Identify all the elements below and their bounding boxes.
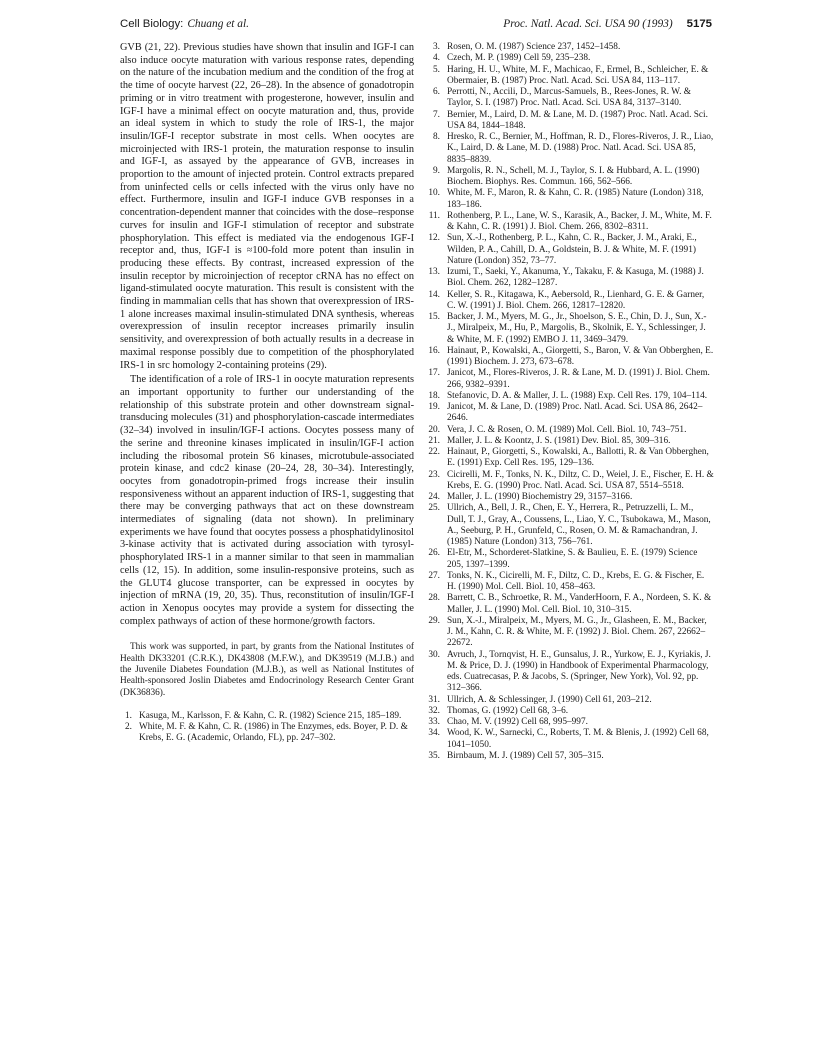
reference-text: Barrett, C. B., Schroetke, R. M., VanderHoorn, F. A., Nordeen, S. K. & Maller, J. L. (1990) Mol. Cell. Biol. 10, 310–315. <box>447 593 712 615</box>
reference-item <box>428 470 714 493</box>
reference-text: White, M. F. & Kahn, C. R. (1986) in The Enzymes, eds. Boyer, P. D. & Krebs, E. G. (Academic, Orlando, FL), pp. 247–302. <box>139 722 408 744</box>
reference-item <box>428 87 714 110</box>
reference-text: Hainaut, P., Kowalski, A., Giorgetti, S., Baron, V. & Van Obberghen, E. (1991) Biochem. J. 273, 673–678. <box>447 345 714 367</box>
reference-item <box>428 368 714 391</box>
reference-number: 13. <box>428 267 440 277</box>
reference-number: 30. <box>428 649 440 660</box>
reference-text: Hresko, R. C., Bernier, M., Hoffman, R. D., Flores-Riveros, J. R., Liao, K., Laird, D. & Lane, M. D. (1988) Proc. Natl. Acad. Sci. USA 85, 8835–8839. <box>447 132 714 165</box>
reference-item <box>428 695 714 706</box>
reference-text: Birnbaum, M. J. (1989) Cell 57, 305–315. <box>447 750 604 761</box>
reference-item <box>120 722 414 745</box>
reference-text: Perrotti, N., Accili, D., Marcus-Samuels, B., Rees-Jones, R. W. & Taylor, S. I. (1987) Proc. Natl. Acad. Sci. USA 84, 3137–3140. <box>447 87 692 109</box>
reference-text: Ullrich, A. & Schlessinger, J. (1990) Cell 61, 203–212. <box>447 694 652 705</box>
reference-item <box>428 211 714 234</box>
reference-item <box>428 312 714 346</box>
reference-text: Rothenberg, P. L., Lane, W. S., Karasik, A., Backer, J. M., White, M. F. & Kahn, C. R. (1991) J. Biol. Chem. 266, 8302–8311. <box>447 210 712 232</box>
reference-number: 26. <box>428 548 440 559</box>
left-column <box>120 42 414 745</box>
reference-text: Sun, X.-J., Rothenberg, P. L., Kahn, C. R., Backer, J. M., Araki, E., Wilden, P. A., Cahill, D. A., Goldstein, B. J. & White, M. F. (1991) Nature (London) 352, 73–77. <box>447 233 697 266</box>
reference-item <box>428 436 714 447</box>
header-authors: Chuang et al. <box>187 18 250 30</box>
reference-text: El-Etr, M., Schorderet-Slatkine, S. & Baulieu, E. E. (1979) Science 205, 1397–1399. <box>447 548 698 570</box>
reference-number: 14. <box>428 289 440 300</box>
reference-item <box>428 447 714 470</box>
reference-item <box>428 492 714 503</box>
reference-text: Hainaut, P., Giorgetti, S., Kowalski, A., Ballotti, R. & Van Obberghen, E. (1991) Exp. Cell Res. 195, 129–136. <box>447 447 709 469</box>
reference-item <box>428 571 714 594</box>
reference-item <box>428 593 714 616</box>
reference-item <box>428 548 714 571</box>
running-header <box>120 18 712 34</box>
reference-number: 31. <box>428 694 440 705</box>
reference-number: 33. <box>428 717 440 727</box>
reference-text: Cicirelli, M. F., Tonks, N. K., Diltz, C. D., Weiel, J. E., Fischer, E. H. & Krebs, E. G. (1990) Proc. Natl. Acad. Sci. USA 87, 5514–5518. <box>447 469 714 491</box>
reference-number: 27. <box>428 570 440 581</box>
reference-number: 10. <box>428 188 440 199</box>
reference-text: Ullrich, A., Bell, J. R., Chen, E. Y., Herrera, R., Petruzzelli, L. M., Dull, T. J., Gray, A., Coussens, L., Liao, Y. C., Tsubokawa, M., Mason, A., Seeburg, P. H., Grunfeld, C., Rosen, O. M. & Ramachandran, J. (1985) Nature (London) 313, 756–761. <box>447 503 711 547</box>
reference-item <box>120 711 414 722</box>
reference-number: 24. <box>428 492 440 502</box>
header-page-number: 5175 <box>686 18 712 30</box>
reference-text: Bernier, M., Laird, D. M. & Lane, M. D. (1987) Proc. Natl. Acad. Sci. USA 84, 1844–1848. <box>447 109 708 131</box>
header-journal: Proc. Natl. Acad. Sci. USA 90 (1993) <box>503 18 673 30</box>
reference-item <box>428 650 714 695</box>
reference-number: 35. <box>428 750 440 761</box>
reference-number: 5. <box>433 64 440 75</box>
reference-number: 29. <box>428 615 440 626</box>
body-paragraph: The identification of a role of IRS-1 in oocyte maturation represents an important opportunity to further our understanding of the relationship of this substrate protein and other downstream signal-transducing molecules (31) and phosphorylation-cascade intermediates (32–34) involved in insulin/IGF-I actions. Oocytes possess many of the serine and threonine kinases implicated in insulin/IGF-I action including the ribosomal protein S6 kinases, microtubule-associated protein kinase, and cdc2 kinase (20–24, 28, 30–34). Interestingly, oocytes from gonadotropin-primed frogs increase their insulin responsiveness without an apparent induction of IRS-1, suggesting that there may be converging pathways that act on these downstream intermediates of signaling (data not shown). In preliminary experiments we have found that oocytes possess a phosphatidylinositol 3-kinase activity that is activated during association with tyrosyl-phosphorylated IRS-1 in a manner similar to that seen in mammalian cells (12, 15). In addition, some insulin-responsive proteins, such as the GLUT4 glucose transporter, can be expressed in oocytes by injection of mRNA (19, 20, 35). Thus, reconstitution of insulin/IGF-I action in Xenopus oocytes may provide a system for dissecting the complex pathways of action of these hormone/growth factors. <box>120 374 414 627</box>
reference-text: Haring, H. U., White, M. F., Machicao, F., Ermel, B., Schleicher, E. & Obermaier, B. (1987) Proc. Natl. Acad. Sci. USA 84, 113–117. <box>447 64 709 86</box>
reference-number: 19. <box>428 402 440 412</box>
reference-text: Tonks, N. K., Cicirelli, M. F., Diltz, C. D., Krebs, E. G. & Fischer, E. H. (1990) Mol. Cell. Biol. 10, 458–463. <box>447 570 705 592</box>
reference-text: Vera, J. C. & Rosen, O. M. (1989) Mol. Cell. Biol. 10, 743–751. <box>447 424 687 435</box>
reference-number: 17. <box>428 368 440 379</box>
body-paragraph: GVB (21, 22). Previous studies have shown that insulin and IGF-I can also induce oocyte maturation with various response rates, depending on the nature of the incubation medium and the condition of the frog at the time of oocyte harvest (22, 26–28). In the absence of gonadotropin priming or in vitro treatment with progesterone, however, insulin and IGF-I have a minimal effect on oocyte maturation and, thus, provide an ideal system in which to study the role of IRS-1, the major insulin/IGF-I receptor substrate in most cells. When oocytes are microinjected with IRS-1 protein, the maturation response to insulin and IGF-I, as assayed by the appearance of GVB, increases in proportion to the amount of injected protein. Control extracts prepared from uninfected cells or cells infected with the virus only have no effect. Furthermore, insulin and IGF-I induce GVB responses in a concentration-dependent manner that coincides with the dose–response curves for insulin and IGF-I stimulation of receptor and substrate phosphorylation. This effect is mediated via the endogenous IGF-I receptor and, thus, IGF-I is ≈100-fold more potent than insulin in producing these effects. By contrast, increased expression of the insulin receptor by microinjection of receptor cRNA has no effect on ligand-stimulated oocyte maturation. This result is consistent with the finding in mammalian cells that has shown that overexpression of IRS-1 alone increases maximal insulin-stimulated DNA synthesis, whereas overexpression of insulin receptor increases primarily insulin sensitivity, and overexpression of both actually results in a decrease in maximal response possibly due to competition of the phosphorylated IRS-1 in src homology 2-containing proteins (29). <box>120 42 414 371</box>
reference-text: Kasuga, M., Karlsson, F. & Kahn, C. R. (1982) Science 215, 185–189. <box>139 710 402 721</box>
reference-number: 34. <box>428 728 440 739</box>
reference-item <box>428 425 714 436</box>
reference-text: Stefanovic, D. A. & Maller, J. L. (1988) Exp. Cell Res. 179, 104–114. <box>447 390 708 401</box>
reference-number: 4. <box>433 53 440 64</box>
reference-number: 9. <box>433 165 440 176</box>
reference-number: 16. <box>428 345 440 356</box>
reference-item <box>428 616 714 650</box>
reference-number: 25. <box>428 503 440 514</box>
acknowledgment: This work was supported, in part, by grants from the National Institutes of Health DK33201 (C.R.K.), DK43808 (M.F.W.), and DK39519 (M.J.B.) and the Juvenile Diabetes Foundation (M.J.B.), as well as National Institutes of Health-sponsored Joslin Diabetes amd Endocrinology Research Center Grant (DK36836). <box>120 642 414 698</box>
reference-text: White, M. F., Maron, R. & Kahn, C. R. (1985) Nature (London) 318, 183–186. <box>447 188 704 210</box>
reference-number: 12. <box>428 233 440 244</box>
reference-text: Czech, M. P. (1989) Cell 59, 235–238. <box>447 53 591 64</box>
reference-text: Chao, M. V. (1992) Cell 68, 995–997. <box>447 717 588 727</box>
reference-item <box>428 290 714 313</box>
reference-text: Rosen, O. M. (1987) Science 237, 1452–1458. <box>447 42 621 52</box>
reference-number: 28. <box>428 593 440 604</box>
reference-number: 7. <box>433 109 440 120</box>
reference-number: 6. <box>433 87 440 97</box>
reference-number: 21. <box>428 435 440 446</box>
reference-text: Backer, J. M., Myers, M. G., Jr., Shoelson, S. E., Chin, D. J., Sun, X.-J., Miralpeix, M., Hu, P., Margolis, B., Skolnik, E. Y., Schlessinger, J. & White, M. F. (1992) EMBO J. 11, 3469–3479. <box>447 312 707 345</box>
reference-item <box>428 233 714 267</box>
reference-item <box>428 728 714 751</box>
reference-text: Janicot, M. & Lane, D. (1989) Proc. Natl. Acad. Sci. USA 86, 2642–2646. <box>447 402 703 424</box>
reference-item <box>428 42 714 53</box>
reference-item <box>428 267 714 290</box>
reference-item <box>428 391 714 402</box>
reference-number: 20. <box>428 424 440 435</box>
reference-number: 3. <box>433 42 440 52</box>
right-column <box>428 42 714 762</box>
reference-item <box>428 706 714 717</box>
reference-number: 23. <box>428 469 440 480</box>
reference-list <box>120 711 414 745</box>
reference-item <box>428 65 714 88</box>
reference-number: 1. <box>125 710 132 721</box>
reference-item <box>428 188 714 211</box>
reference-text: Maller, J. L. & Koontz, J. S. (1981) Dev. Biol. 85, 309–316. <box>447 435 671 446</box>
reference-text: Janicot, M., Flores-Riveros, J. R. & Lane, M. D. (1991) J. Biol. Chem. 266, 9382–9391. <box>447 368 710 390</box>
reference-text: Margolis, R. N., Schell, M. J., Taylor, S. I. & Hubbard, A. L. (1990) Biochem. Biophys. Res. Commun. 166, 562–566. <box>447 165 700 187</box>
reference-text: Wood, K. W., Sarnecki, C., Roberts, T. M. & Blenis, J. (1992) Cell 68, 1041–1050. <box>447 728 709 750</box>
reference-text: Thomas, G. (1992) Cell 68, 3–6. <box>447 705 569 716</box>
reference-number: 18. <box>428 390 440 401</box>
reference-text: Sun, X.-J., Miralpeix, M., Myers, M. G., Jr., Glasheen, E. M., Backer, J. M., Kahn, C. R. & White, M. F. (1992) J. Biol. Chem. 267, 22662–22672. <box>447 615 707 649</box>
reference-item <box>428 503 714 548</box>
reference-number: 32. <box>428 705 440 716</box>
header-category: Cell Biology: <box>120 18 184 30</box>
reference-item <box>428 751 714 762</box>
reference-item <box>428 53 714 64</box>
reference-number: 2. <box>125 722 132 733</box>
reference-text: Keller, S. R., Kitagawa, K., Aebersold, R., Lienhard, G. E. & Garner, C. W. (1991) J. Biol. Chem. 266, 12817–12820. <box>447 289 705 311</box>
reference-list <box>428 42 714 762</box>
reference-item <box>428 402 714 425</box>
reference-text: Maller, J. L. (1990) Biochemistry 29, 3157–3166. <box>447 492 633 502</box>
reference-number: 8. <box>433 132 440 142</box>
reference-number: 22. <box>428 447 440 457</box>
reference-item <box>428 346 714 369</box>
reference-item <box>428 717 714 728</box>
reference-text: Avruch, J., Tornqvist, H. E., Gunsalus, J. R., Yurkow, E. J., Kyriakis, J. M. & Price, D. J. (1990) in Handbook of Experimental Pharmacology, eds. Cuatrecasas, P. & Jacobs, S. (Springer, New York), Vol. 92, pp. 312–366. <box>447 649 711 694</box>
reference-item <box>428 166 714 189</box>
reference-item <box>428 132 714 166</box>
reference-number: 11. <box>428 210 440 221</box>
reference-text: Izumi, T., Saeki, Y., Akanuma, Y., Takaku, F. & Kasuga, M. (1988) J. Biol. Chem. 262, 1282–1287. <box>447 267 704 289</box>
reference-number: 15. <box>428 312 440 322</box>
reference-item <box>428 110 714 133</box>
